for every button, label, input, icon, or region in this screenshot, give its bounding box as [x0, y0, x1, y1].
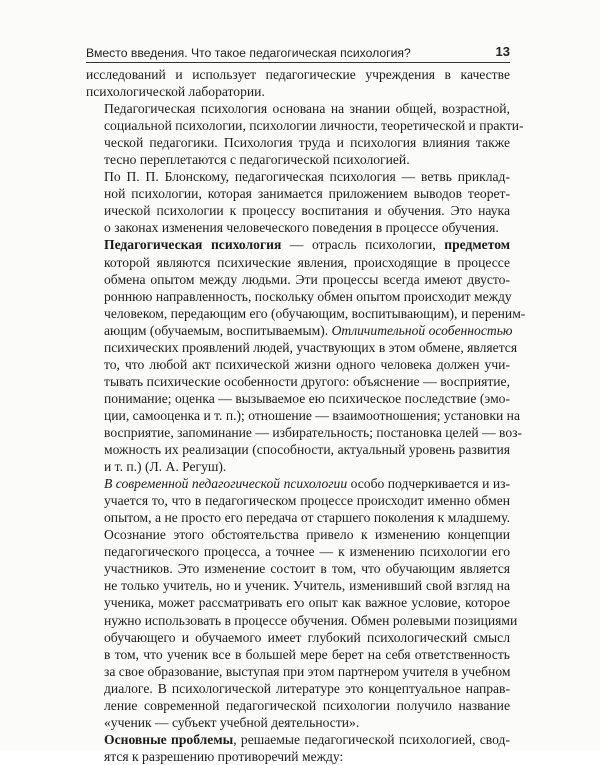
running-header [86, 44, 510, 64]
paragraph-6 [86, 731, 510, 765]
term-bold: предметом [444, 237, 510, 253]
text-line: педагогического процесса, а точнее — к изменению психологии его [104, 544, 510, 560]
term-italic: В современной педагогической психологии [104, 476, 348, 492]
text-line: психологической лаборатории. [86, 84, 265, 100]
text-line: роннюю направленность, поскольку обмен опытом происходит между [104, 288, 512, 304]
text-line: в том, что ученик все в большей мере берет на себя ответственность [104, 646, 510, 662]
text-line: ческой педагогики. Психология труда и психология влияния также [104, 135, 510, 151]
paragraph-1 [86, 66, 510, 100]
text-line: Педагогическая психология основана на знании общей, возрастной, [104, 101, 510, 117]
text-line [86, 322, 513, 339]
text-line: ической психологии к процессу воспитания и обучения. Это наука [104, 203, 510, 219]
header-rule [86, 62, 510, 63]
paragraph-2 [86, 100, 524, 168]
text-line: социальной психологии, психологии личности, теоретической и практи- [104, 118, 524, 134]
text-span: ающим (обучаемым, воспитываемым). [104, 322, 332, 338]
term-bold: Основные проблемы [104, 731, 234, 747]
text-line: не только учитель, но и ученик. Учитель, изменивший свой взгляд на [104, 578, 510, 594]
text-line: ции, самооценка и т. п.); отношение — взаимоотношения; установки на [104, 407, 520, 423]
text-line: участников. Это изменение состоит в том, что обучающим является [104, 561, 510, 577]
paragraph-4 [86, 236, 526, 475]
text-line: понимание; оценка — вызываемое ею психическое последствие (эмо- [104, 390, 510, 406]
text-line: Осознание этого обстоятельства привело к изменению концепции [104, 527, 510, 543]
text-line: человеком, передающим его (обучающим, воспитывающим), и переним- [104, 305, 526, 321]
text-line: «ученик — субъект учебной деятельности». [104, 714, 360, 730]
text-line: обучающего и обучаемого имеет глубокий психологический смысл [104, 629, 510, 645]
term-bold: Педагогическая психология [104, 237, 282, 253]
text-line [86, 475, 510, 492]
text-span: особо подчеркивается и из- [347, 476, 510, 492]
page-number: 13 [495, 44, 510, 59]
paragraph-3 [86, 168, 510, 236]
text-line: ной психологии, которая занимается приложением выводов теорет- [104, 186, 510, 202]
text-line: о законах изменения человеческого поведения в процессе обучения. [104, 220, 499, 236]
text-line: то, что любой акт психической жизни одного человека должен учи- [104, 356, 510, 372]
text-line: восприятие, запоминание — избирательность; постановка целей — воз- [104, 424, 523, 440]
text-line: тесно переплетаются с педагогической психологией. [104, 152, 410, 168]
text-line: ученика, может рассматривать его опыт как важное условие, которое [104, 595, 510, 611]
text-line [86, 731, 510, 748]
text-line: обмена опытом между людьми. Эти процессы всегда имеют двусто- [104, 271, 510, 287]
text-line: которой являются психические явления, происходящие в процессе [104, 254, 510, 270]
text-line: ятся к разрешению противоречий между: [104, 748, 344, 764]
body-text [86, 66, 526, 765]
term-italic: Отличительной особенностью [331, 322, 513, 338]
text-line: диалоге. В психологической литературе это концептуальное направ- [104, 680, 510, 696]
text-line: По П. П. Блонскому, педагогическая психология — ветвь приклад- [104, 169, 510, 185]
text-line: можность их реализации (способности, актуальный уровень развития [104, 442, 510, 458]
text-line: тывать психические особенности другого: объяснение — восприятие, [104, 373, 510, 389]
text-line: учается то, что в педагогическом процессе происходит именно обмен [104, 493, 510, 509]
text-line: нужно использовать в процессе обучения. Обмен ролевыми позициями [104, 612, 518, 628]
paragraph-5 [86, 475, 518, 731]
text-span: , решаемые педагогической психологией, свод- [233, 731, 510, 747]
text-line: за свое образование, выступая при этом партнером учителя в учебном [104, 663, 511, 679]
text-line: исследований и использует педагогические учреждения в качестве [86, 67, 510, 82]
text-line: ление современной педагогической психологии получило название [104, 697, 510, 713]
text-span: — отрасль психологии, [281, 237, 445, 253]
text-line: психических проявлений людей, участвующих в этом обмене, является [104, 339, 518, 355]
running-title: Вместо введения. Что такое педагогическая психология? [86, 46, 411, 60]
text-line: и т. п.) (Л. А. Регуш). [104, 459, 227, 475]
text-line [86, 236, 510, 253]
text-line: опытом, а не просто его передача от старшего поколения к младшему. [104, 510, 510, 526]
